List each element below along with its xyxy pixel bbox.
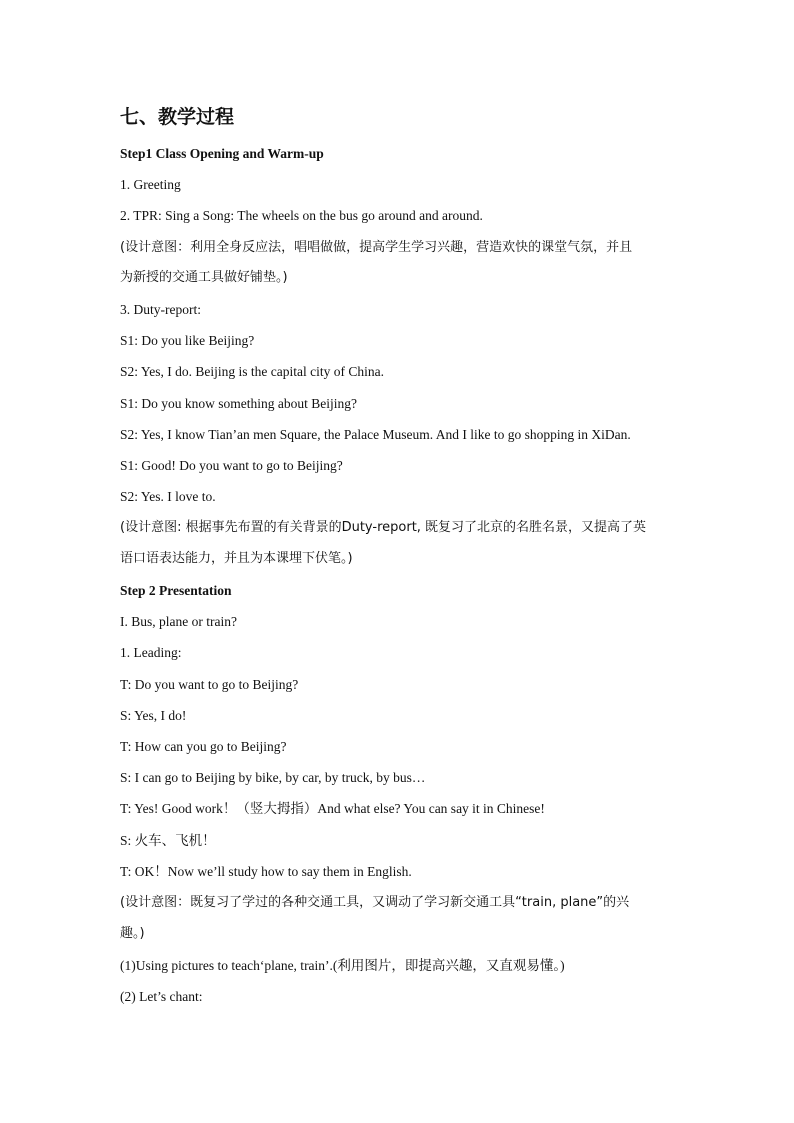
text-line: 1. Greeting bbox=[120, 177, 181, 192]
dialogue-line: T: How can you go to Beijing? bbox=[120, 739, 287, 754]
dialogue-line: S2: Yes. I love to. bbox=[120, 489, 216, 504]
design-intent-line: 为新授的交通工具做好铺垫。) bbox=[120, 270, 288, 285]
text-line: 3. Duty-report: bbox=[120, 302, 201, 317]
text-line: 1. Leading: bbox=[120, 645, 182, 660]
design-intent-line: (设计意图：既复习了学过的各种交通工具，又调动了学习新交通工具“train, plane”的兴 bbox=[120, 895, 630, 910]
dialogue-line: S2: Yes, I know Tian’an men Square, the Palace Museum. And I like to go shopping in XiDan. bbox=[120, 427, 631, 442]
dialogue-line: S1: Do you like Beijing? bbox=[120, 333, 255, 348]
step2-title: Step 2 Presentation bbox=[120, 583, 232, 598]
dialogue-line: T: Do you want to go to Beijing? bbox=[120, 677, 299, 692]
text-line: (2) Let’s chant: bbox=[120, 989, 203, 1004]
design-intent-line: (设计意图：利用全身反应法，唱唱做做，提高学生学习兴趣，营造欢快的课堂气氛，并且 bbox=[120, 240, 633, 255]
text-line: I. Bus, plane or train? bbox=[120, 614, 237, 629]
text-line: 2. TPR: Sing a Song: The wheels on the bus go around and around. bbox=[120, 208, 483, 223]
dialogue-line: S: I can go to Beijing by bike, by car, by truck, by bus… bbox=[120, 770, 426, 785]
design-intent-line: 语口语表达能力，并且为本课埋下伏笔。) bbox=[120, 551, 353, 566]
design-intent-line: 趣。) bbox=[120, 926, 145, 941]
dialogue-line: S2: Yes, I do. Beijing is the capital city of China. bbox=[120, 364, 384, 379]
dialogue-line: T: OK！Now we’ll study how to say them in English. bbox=[120, 864, 412, 879]
text-line: (1)Using pictures to teach‘plane, train’.(利用图片，即提高兴趣，又直观易懂。) bbox=[120, 958, 565, 973]
dialogue-line: S1: Good! Do you want to go to Beijing? bbox=[120, 458, 343, 473]
dialogue-line: S1: Do you know something about Beijing? bbox=[120, 396, 357, 411]
section-heading: 七、教学过程 bbox=[120, 106, 235, 128]
design-intent-line: (设计意图: 根据事先布置的有关背景的Duty-report, 既复习了北京的名胜名景，又提高了英 bbox=[120, 520, 647, 535]
dialogue-line: S: 火车、飞机！ bbox=[120, 833, 216, 848]
dialogue-line: T: Yes! Good work！（竖大拇指）And what else? You can say it in Chinese! bbox=[120, 801, 545, 816]
step1-title: Step1 Class Opening and Warm-up bbox=[120, 146, 324, 161]
dialogue-line: S: Yes, I do! bbox=[120, 708, 187, 723]
